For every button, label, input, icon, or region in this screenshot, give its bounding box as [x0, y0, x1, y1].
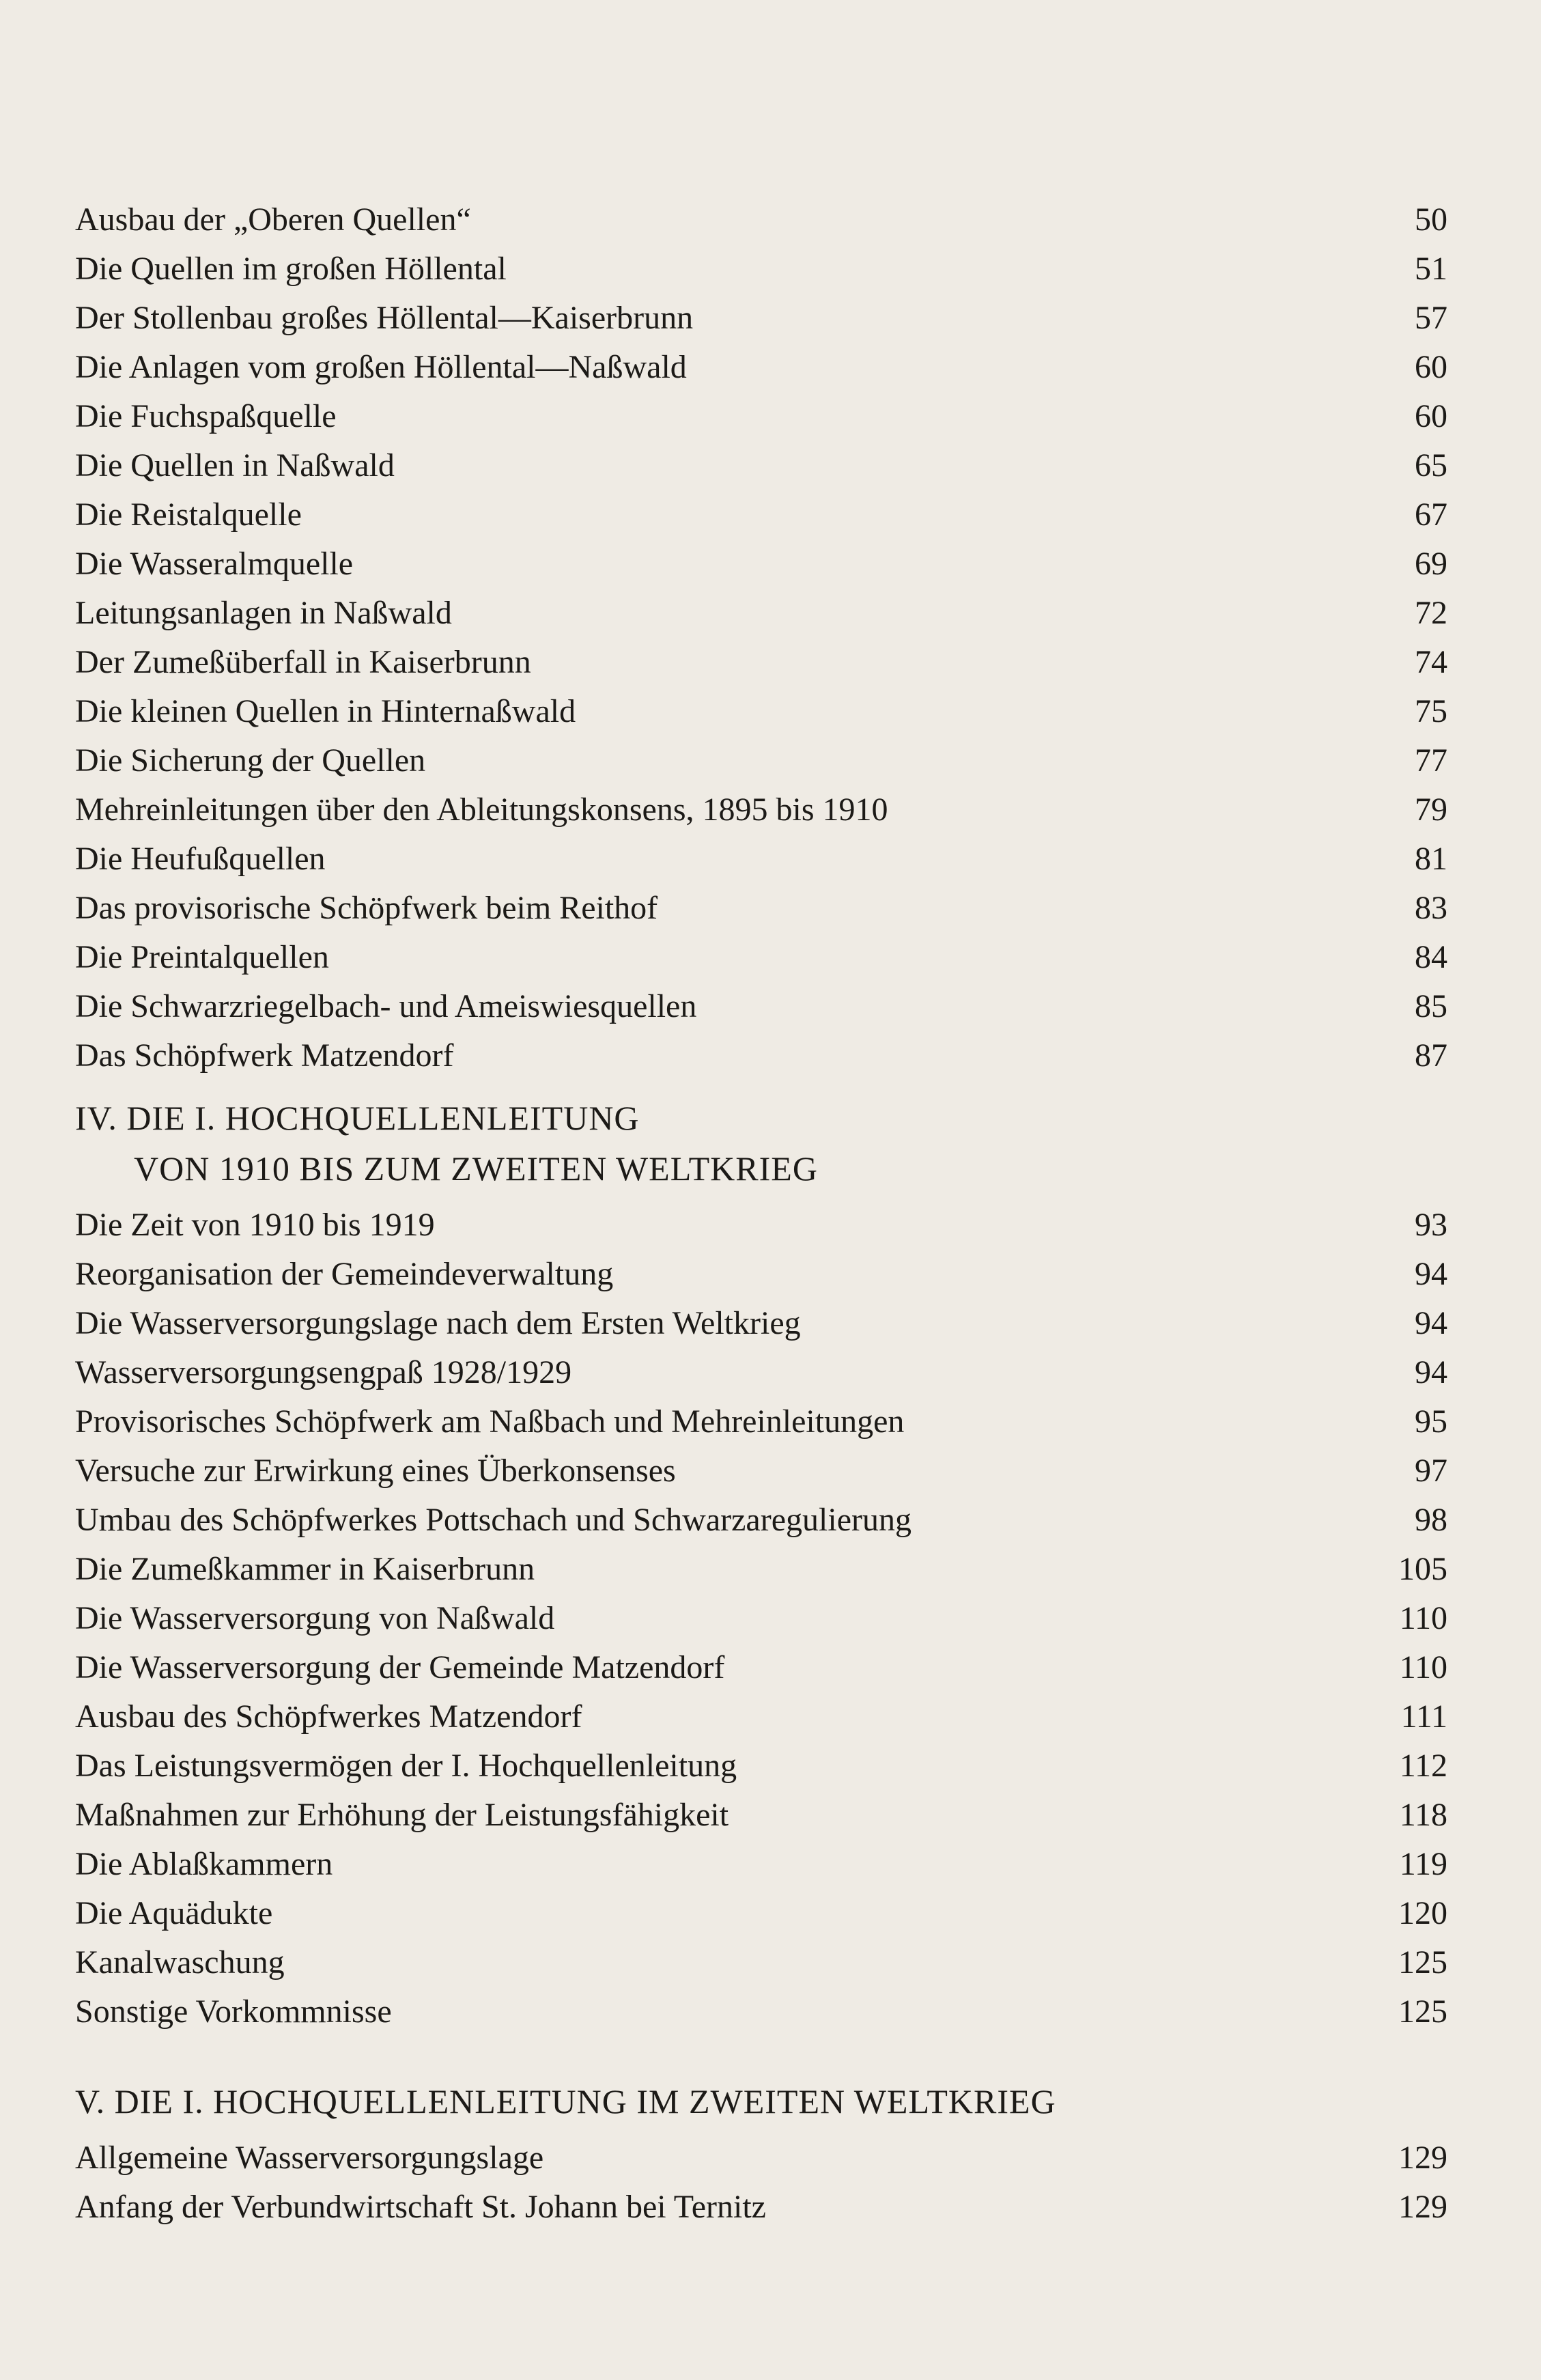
toc-entry	[75, 687, 1447, 736]
toc-entry-page: 129	[1398, 2189, 1447, 2225]
toc-entry-title: Umbau des Schöpfwerkes Pottschach und Schwarzaregulierung	[75, 1502, 911, 1538]
toc-entry	[75, 1692, 1447, 1741]
toc-entry-page: 129	[1398, 2140, 1447, 2176]
toc-entry	[75, 1545, 1447, 1594]
toc-entry-page: 112	[1399, 1748, 1447, 1784]
section-heading-line-2: VON 1910 BIS ZUM ZWEITEN WELTKRIEG	[134, 1149, 818, 1188]
toc-entry	[75, 638, 1447, 687]
toc-entry-title: Mehreinleitungen über den Ableitungskonsens, 1895 bis 1910	[75, 792, 888, 828]
toc-entry	[75, 1348, 1447, 1397]
toc-entry-title: Anfang der Verbundwirtschaft St. Johann bei Ternitz	[75, 2189, 766, 2225]
toc-entry-title: Wasserversorgungsengpaß 1928/1929	[75, 1354, 572, 1390]
section-heading-v	[75, 2076, 1447, 2127]
toc-entry-title: Die Fuchspaßquelle	[75, 398, 337, 434]
toc-entry-page: 85	[1415, 988, 1447, 1024]
toc-entry-page: 110	[1399, 1649, 1447, 1685]
toc-entry-page: 57	[1415, 300, 1447, 336]
toc-entry	[75, 244, 1447, 294]
toc-entry-title: Der Zumeßüberfall in Kaiserbrunn	[75, 644, 531, 680]
toc-entry	[75, 343, 1447, 392]
toc-entry-page: 118	[1399, 1797, 1447, 1833]
toc-entry	[75, 933, 1447, 982]
toc-entry	[75, 1250, 1447, 1299]
toc-entry-page: 119	[1399, 1846, 1447, 1882]
toc-entry-page: 79	[1415, 792, 1447, 828]
toc-entry-title: Die Wasseralmquelle	[75, 546, 354, 582]
toc-entry	[75, 1031, 1447, 1080]
toc-entry	[75, 785, 1447, 835]
toc-entry	[75, 195, 1447, 244]
toc-entry-title: Das Schöpfwerk Matzendorf	[75, 1037, 454, 1074]
toc-entry-page: 87	[1415, 1037, 1447, 1074]
toc-entry-page: 94	[1415, 1305, 1447, 1341]
toc-entry-page: 125	[1398, 1944, 1447, 1980]
toc-entry-title: Ausbau des Schöpfwerkes Matzendorf	[75, 1698, 582, 1735]
toc-entry	[75, 589, 1447, 638]
toc-entry-title: Maßnahmen zur Erhöhung der Leistungsfähigkeit	[75, 1797, 729, 1833]
toc-entry-title: Provisorisches Schöpfwerk am Naßbach und Mehreinleitungen	[75, 1403, 905, 1440]
toc-entry-page: 98	[1415, 1502, 1447, 1538]
toc-entry	[75, 982, 1447, 1031]
toc-entry-page: 50	[1415, 201, 1447, 238]
toc-entry-title: Leitungsanlagen in Naßwald	[75, 595, 452, 631]
toc-entry	[75, 1791, 1447, 1840]
toc-entry	[75, 1299, 1447, 1348]
toc-entry-page: 60	[1415, 349, 1447, 385]
toc-entry-page: 93	[1415, 1207, 1447, 1243]
toc-entry-title: Sonstige Vorkommnisse	[75, 1993, 392, 2030]
toc-entry-page: 51	[1415, 251, 1447, 287]
toc-entry-title: Kanalwaschung	[75, 1944, 285, 1980]
toc-entry-page: 67	[1415, 496, 1447, 533]
toc-entry	[75, 441, 1447, 490]
toc-entry-title: Die Preintalquellen	[75, 939, 329, 975]
toc-entry-title: Die Anlagen vom großen Höllental—Naßwald	[75, 349, 687, 385]
toc-entry-page: 69	[1415, 546, 1447, 582]
toc-entry	[75, 1840, 1447, 1889]
toc-entry	[75, 490, 1447, 540]
toc-entry	[75, 1889, 1447, 1938]
toc-entry	[75, 2133, 1447, 2183]
toc-entry-title: Die Wasserversorgungslage nach dem Ersten Weltkrieg	[75, 1305, 801, 1341]
toc-entry-title: Allgemeine Wasserversorgungslage	[75, 2140, 544, 2176]
toc-entry-title: Die Wasserversorgung von Naßwald	[75, 1600, 555, 1636]
toc-entry-page: 74	[1415, 644, 1447, 680]
toc-entry	[75, 294, 1447, 343]
toc-entry-title: Das Leistungsvermögen der I. Hochquellenleitung	[75, 1748, 737, 1784]
toc-entry	[75, 1643, 1447, 1692]
toc-entry	[75, 736, 1447, 785]
toc-entry	[75, 1397, 1447, 1446]
toc-entry	[75, 1446, 1447, 1496]
toc-entry-title: Reorganisation der Gemeindeverwaltung	[75, 1256, 614, 1292]
toc-entry-page: 77	[1415, 742, 1447, 779]
section-heading-line-1: V. DIE I. HOCHQUELLENLEITUNG IM ZWEITEN WELTKRIEG	[75, 2082, 1056, 2120]
toc-entry-page: 94	[1415, 1256, 1447, 1292]
toc-entry-page: 97	[1415, 1453, 1447, 1489]
section-heading-line-1: IV. DIE I. HOCHQUELLENLEITUNG	[75, 1099, 640, 1137]
toc-entry-page: 65	[1415, 447, 1447, 484]
toc-entry-page: 120	[1398, 1895, 1447, 1931]
toc-entry-page: 84	[1415, 939, 1447, 975]
toc-entry-title: Versuche zur Erwirkung eines Überkonsenses	[75, 1453, 676, 1489]
toc-entry-title: Ausbau der „Oberen Quellen“	[75, 201, 471, 238]
toc-group-2	[75, 1201, 1447, 2036]
toc-entry-page: 125	[1398, 1993, 1447, 2030]
toc-entry	[75, 540, 1447, 589]
toc-entry-page: 110	[1399, 1600, 1447, 1636]
show-through-decoration	[533, 55, 942, 82]
toc-entry	[75, 1741, 1447, 1791]
toc-entry-page: 81	[1415, 841, 1447, 877]
toc-entry	[75, 835, 1447, 884]
toc-entry	[75, 1987, 1447, 2036]
toc-entry-page: 95	[1415, 1403, 1447, 1440]
toc-entry	[75, 1496, 1447, 1545]
toc-entry-page: 75	[1415, 693, 1447, 729]
toc-entry-page: 105	[1398, 1551, 1447, 1587]
toc-entry-title: Die Schwarzriegelbach- und Ameiswiesquellen	[75, 988, 697, 1024]
toc-entry-page: 111	[1400, 1698, 1447, 1735]
toc-entry-title: Die Quellen im großen Höllental	[75, 251, 507, 287]
toc-entry-title: Die Zeit von 1910 bis 1919	[75, 1207, 435, 1243]
toc-entry	[75, 2183, 1447, 2232]
toc-entry-title: Die Aquädukte	[75, 1895, 273, 1931]
toc-entry	[75, 1201, 1447, 1250]
toc-entry-page: 72	[1415, 595, 1447, 631]
toc-entry-title: Die Reistalquelle	[75, 496, 302, 533]
section-heading-iv	[75, 1093, 1447, 1194]
toc-entry-page: 60	[1415, 398, 1447, 434]
toc-entry-title: Die kleinen Quellen in Hinternaßwald	[75, 693, 576, 729]
toc-entry-title: Der Stollenbau großes Höllental—Kaiserbrunn	[75, 300, 694, 336]
toc-entry	[75, 884, 1447, 933]
toc-entry	[75, 1938, 1447, 1987]
toc-entry-page: 94	[1415, 1354, 1447, 1390]
toc-entry-title: Die Quellen in Naßwald	[75, 447, 395, 484]
toc-entry-title: Die Ablaßkammern	[75, 1846, 333, 1882]
toc-entry	[75, 1594, 1447, 1643]
toc-entry-title: Die Heufußquellen	[75, 841, 326, 877]
toc-group-1	[75, 195, 1447, 1080]
toc-entry-title: Die Zumeßkammer in Kaiserbrunn	[75, 1551, 535, 1587]
toc-group-3	[75, 2133, 1447, 2232]
toc-entry-page: 83	[1415, 890, 1447, 926]
toc-entry-title: Die Sicherung der Quellen	[75, 742, 426, 779]
toc-entry-title: Die Wasserversorgung der Gemeinde Matzendorf	[75, 1649, 725, 1685]
toc-entry-title: Das provisorische Schöpfwerk beim Reithof	[75, 890, 658, 926]
table-of-contents	[75, 195, 1447, 2232]
toc-entry	[75, 392, 1447, 441]
